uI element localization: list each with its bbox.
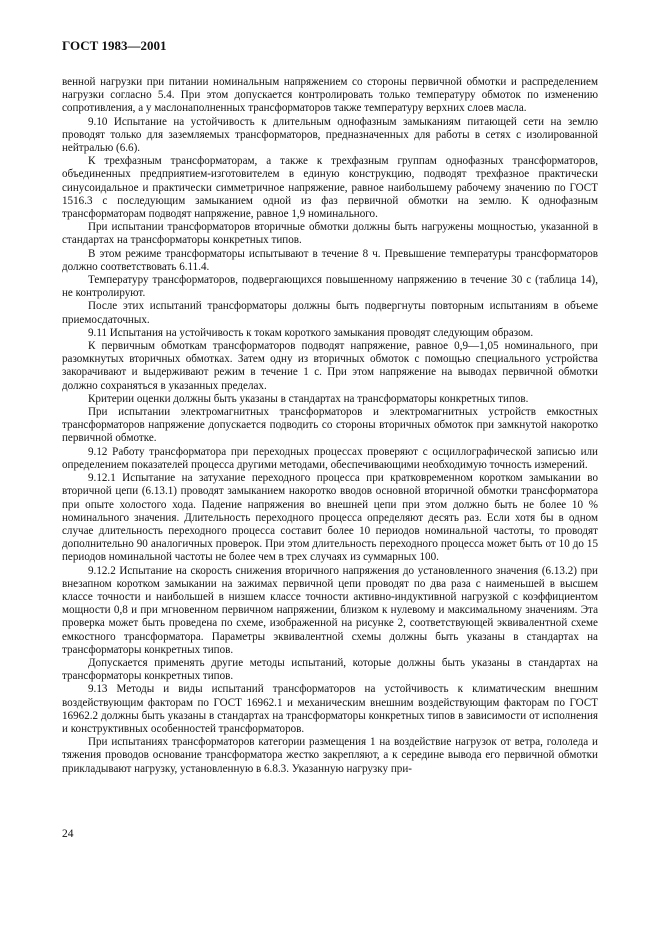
body-text (62, 76, 598, 776)
paragraph: Критерии оценки должны быть указаны в стандартах на трансформаторы конкретных типов. (88, 392, 529, 405)
paragraph: 9.12.2 Испытание на скорость снижения вторичного напряжения до установленного значения (6.13.2) при внезапном коротком замыкании на зажимах первичной цепи проводят по два раза с наименьшей в высшем классе точности и наибольшей в низшем классе точности активно-индуктивной нагрузкой с коэффициентом мощности 0,8 и при мгновенном первичном напряжении, близком к нулевому и максимальному значениям. Эта проверка может быть проведена по схеме, изображенной на рисунке 2, соответствующей эквивалентной схеме емкостного трансформатора. Параметры эквивалентной схемы должны быть указаны в стандартах на трансформаторы конкретных типов. (62, 564, 598, 656)
paragraph: 9.13 Методы и виды испытаний трансформаторов на устойчивость к климатическим внешним воздействующим факторам по ГОСТ 16962.1 и механическим внешним воздействующим факторам по ГОСТ 16962.2 должны быть указаны в стандартах на трансформаторы конкретных типов в зависимости от исполнения и конструктивных особенностей трансформаторов. (62, 683, 598, 735)
paragraph: 9.10 Испытание на устойчивость к длительным однофазным замыканиям питающей сети на землю проводят только для заземляемых трансформаторов, предназначенных для работы в сетях с изолированной нейтралью (6.6). (62, 115, 598, 155)
paragraph: 9.11 Испытания на устойчивость к токам короткого замыкания проводят следующим образом. (88, 326, 534, 339)
paragraph: Допускается применять другие методы испытаний, которые должны быть указаны в стандартах на трансформаторы конкретных типов. (62, 656, 598, 683)
paragraph: Температуру трансформаторов, подвергающихся повышенному напряжению в течение 30 с (таблица 14), не контролируют. (62, 274, 598, 300)
paragraph: После этих испытаний трансформаторы должны быть подвергнуты повторным испытаниям в объеме приемосдаточных. (62, 300, 598, 326)
paragraph: 9.12.1 Испытание на затухание переходного процесса при кратковременном коротком замыкании во вторичной цепи (6.13.1) проводят замыканием накоротко вводов основной вторичной обмотки трансформатора при опыте холостого хода. Падение напряжения во внешней цепи при этом должно быть не более 10 % номинального значения. Длительность переходного процесса определяют десять раз. Если хотя бы в одном случае длительность переходного процесса составит более 10 периодов номинальной частоты, то проводят дополнительно 90 аналогичных проверок. При этом длительность переходного процесса может быть от 10 до 15 периодов номинальной частоты не более чем в трех случаях из суммарных 100. (62, 472, 598, 564)
page-number: 24 (62, 828, 74, 840)
paragraph: венной нагрузки при питании номинальным напряжением со стороны первичной обмотки и распределением нагрузки согласно 5.4. При этом допускается контролировать только температуру обмоток по изменению сопротивления, а у маслонаполненных трансформаторов также температуру верхних слоев масла. (62, 76, 598, 115)
paragraph: К трехфазным трансформаторам, а также к трехфазным группам однофазных трансформаторов, объединенных предприятием-изготовителем в единую конструкцию, подводят трехфазное практически синусоидальное и практически симметричное напряжение, равное наибольшему рабочему значению по ГОСТ 1516.3 с последующим замыканием одной из фаз первичной обмотки на землю. К однофазным трансформаторам подводят напряжение, равное 1,9 номинального. (62, 155, 598, 221)
paragraph: При испытании электромагнитных трансформаторов и электромагнитных устройств емкостных трансформаторов напряжение допускается подводить со стороны вторичных обмоток при замкнутой накоротко первичной обмотке. (62, 406, 598, 445)
paragraph: При испытании трансформаторов вторичные обмотки должны быть нагружены мощностью, указанной в стандартах на трансформаторы конкретных типов. (62, 221, 598, 247)
paragraph: При испытаниях трансформаторов категории размещения 1 на воздействие нагрузок от ветра, гололеда и тяжения проводов основание трансформатора жестко закрепляют, а к середине вывода его первичной обмотки прикладывают нагрузку, установленную в 6.8.3. Указанную нагрузку при- (62, 736, 598, 775)
page-header-title: ГОСТ 1983—2001 (62, 38, 167, 53)
paragraph: В этом режиме трансформаторы испытывают в течение 8 ч. Превышение температуры трансформаторов должно соответствовать 6.11.4. (62, 247, 598, 273)
paragraph: К первичным обмоткам трансформаторов подводят напряжение, равное 0,9—1,05 номинального, при разомкнутых вторичных обмотках. Затем одну из вторичных обмоток с помощью специального устройства закорачивают и выдерживают режим в течение 1 с. При этом напряжение на выводах первичной обмотки должно сохраняться в указанных пределах. (62, 340, 598, 392)
paragraph: 9.12 Работу трансформатора при переходных процессах проверяют с осциллографической записью или определением показателей процесса другими методами, обеспечивающими необходимую точность измерений. (62, 445, 598, 471)
